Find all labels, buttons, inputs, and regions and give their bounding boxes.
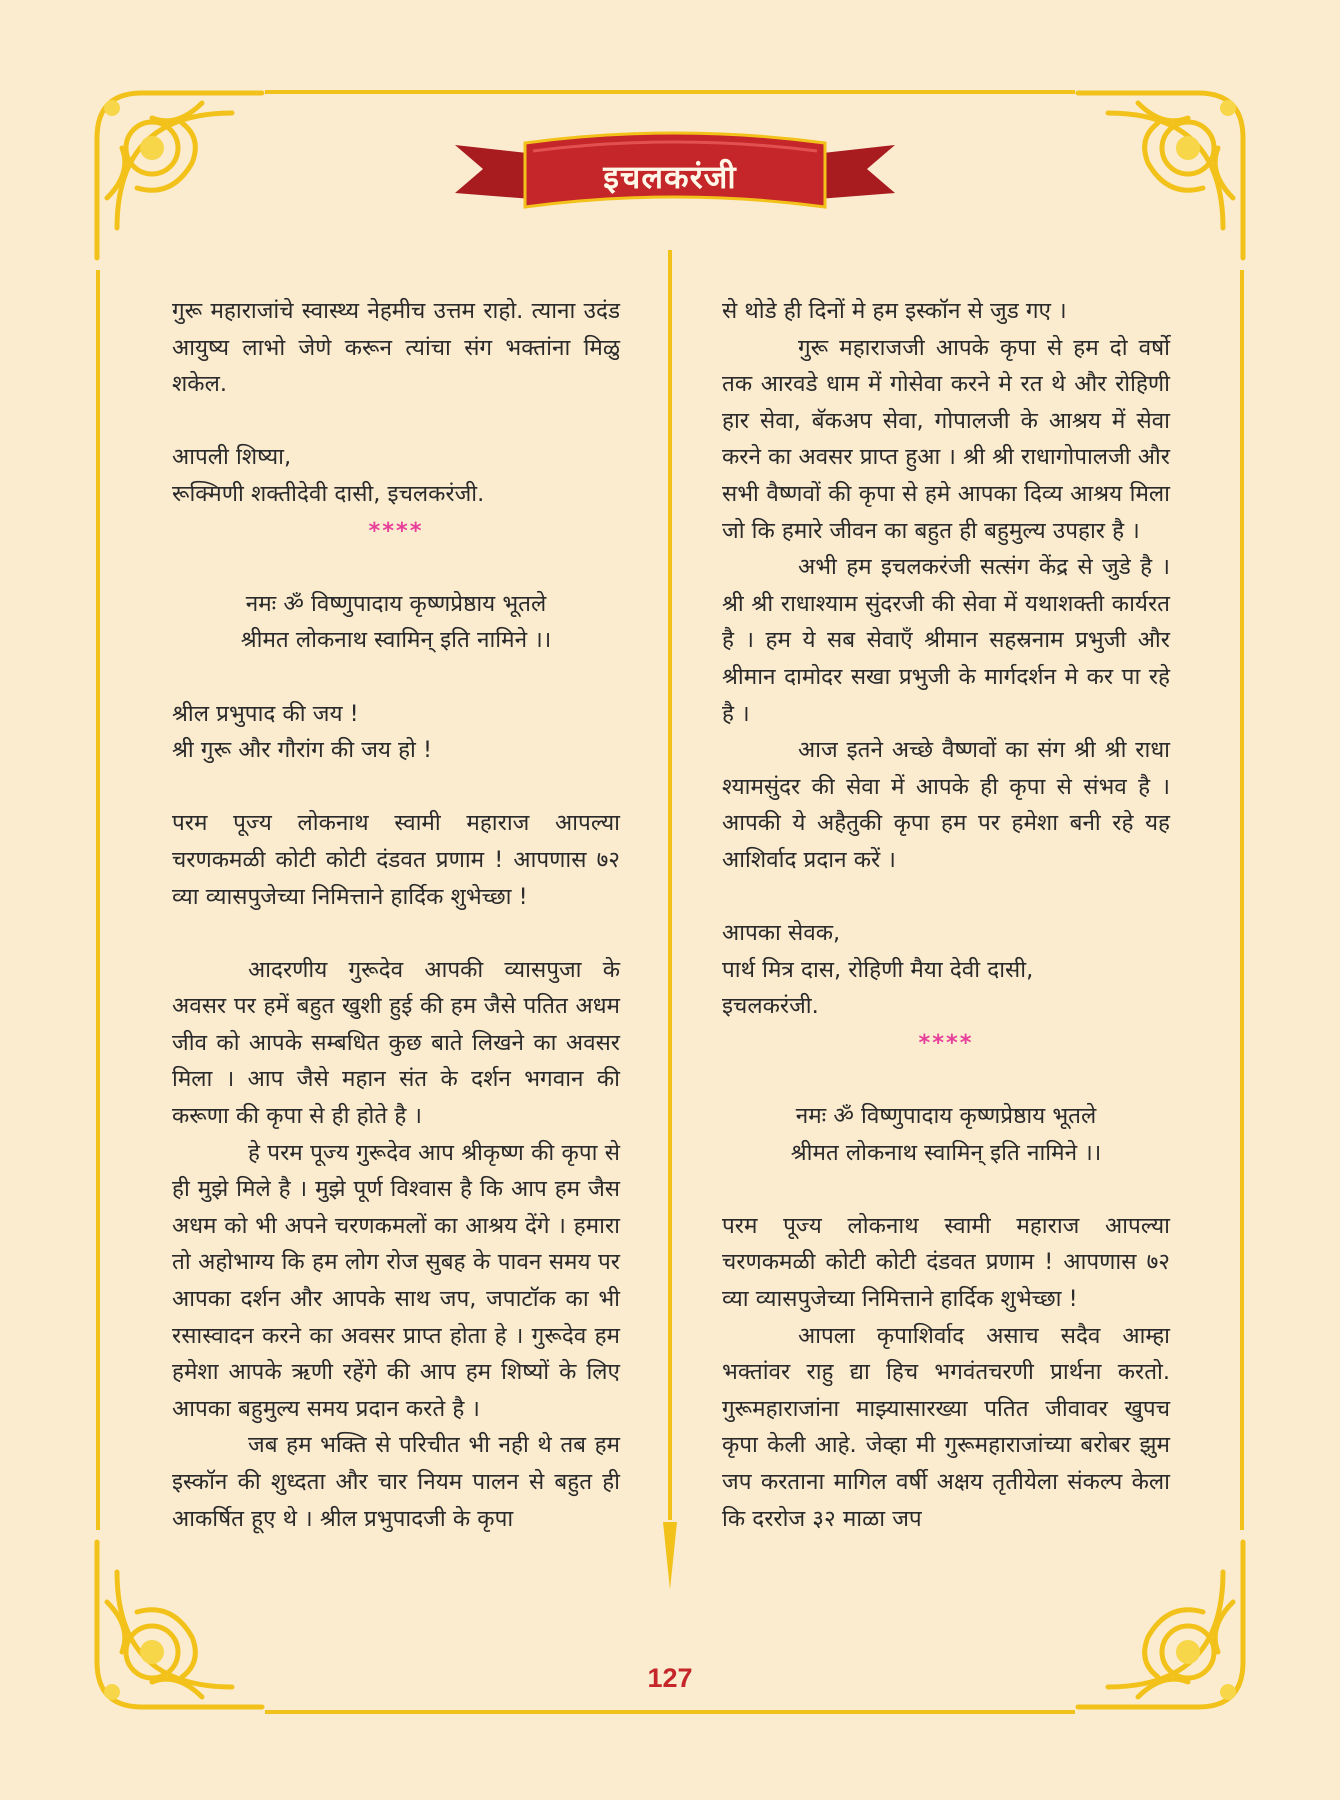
paragraph: आदरणीय गुरूदेव आपकी व्यासपुजा के अवसर पर हमें बहुत खुशी हुई की हम जैसे पतित अधम जीव को आपके सम्बधित कुछ बाते लिखने का अवसर मिला । आप जैसे महान संत के दर्शन भगवान की करूणा की कृपा से ही होते है । (172, 956, 620, 1130)
frame-left-line (96, 270, 100, 1530)
paragraph: से थोडे ही दिनों मे हम इस्कॉन से जुड गए । (722, 298, 1067, 324)
paragraph: इचलकरंजी. (722, 993, 819, 1020)
paragraph: अभी हम इचलकरंजी सत्संग केंद्र से जुडे है । श्री श्री राधाश्याम सुंदरजी की सेवा में यथाशक्ती कार्यरत है । हम ये सब सेवाएँ श्रीमान सहस्रनाम प्रभुजी और श्रीमान दामोदर सखा प्रभुजी के मार्गदर्शन मे कर पा रहे है । (722, 554, 1170, 727)
frame-top-line (265, 90, 1075, 94)
frame-right-line (1240, 270, 1244, 1530)
paragraph: श्री गुरू और गौरांग की जय हो ! (172, 737, 433, 764)
section-separator: **** (918, 1029, 974, 1056)
page-title: इचलकरंजी (603, 158, 737, 196)
column-divider (663, 250, 677, 1590)
paragraph: परम पूज्य लोकनाथ स्वामी महाराज आपल्या चरणकमळी कोटी कोटी दंडवत प्रणाम ! आपणास ७२ व्या व्यासपुजेच्या निमित्ताने हार्दिक शुभेच्छा ! (172, 810, 620, 910)
paragraph: गुरू महाराजजी आपके कृपा से हम दो वर्षो तक आरवडे धाम में गोसेवा करने मे रत थे और रोहिणी हार सेवा, बॅकअप सेवा, गोपालजी के आश्रय में सेवा करने का अवसर प्राप्त हुआ । श्री श्री राधागोपालजी और सभी वैष्णवों की कृपा से हमे आपका दिव्य आश्रय मिला जो कि हमारे जीवन का बहुत ही बहुमुल्य उपहार है । (722, 334, 1170, 544)
paragraph: आपका सेवक, (722, 920, 841, 947)
paragraph-spacer (172, 915, 620, 952)
paragraph: श्रीमत लोकनाथ स्वामिन् इति नामिने ।। (240, 627, 552, 654)
paragraph: गुरू महाराजांचे स्वास्थ्य नेहमीच उत्तम राहो. त्याना उदंड आयुष्य लाभो जेणे करून त्यांचा संग भक्तांना मिळु शकेल. (172, 298, 620, 398)
paragraph: श्रीमत लोकनाथ स्वामिन् इति नामिने ।। (790, 1139, 1102, 1166)
right-text-column (722, 293, 1170, 1537)
left-text-column (172, 293, 620, 1537)
section-separator: **** (368, 517, 424, 544)
paragraph: श्रील प्रभुपाद की जय ! (172, 700, 359, 727)
paragraph: नमः ॐ विष्णुपादाय कृष्णप्रेष्ठाय भूतले (795, 1103, 1097, 1130)
paragraph: आपला कृपाशिर्वाद असाच सदैव आम्हा भक्तांवर राहु द्या हिच भगवंतचरणी प्रार्थना करतो. गुरूमहाराजांना माझ्यासारख्या पतित जीवावर खुपच कृपा केली आहे. जेव्हा मी गुरूमहाराजांच्या बरोबर झुम जप करताना मागिल वर्षी अक्षय तृतीयेला संकल्प केला कि दररोज ३२ माळा जप (722, 1322, 1170, 1532)
paragraph-spacer (172, 549, 620, 586)
corner-ornament-top-left (82, 78, 272, 268)
frame-bottom-line (265, 1710, 1075, 1714)
paragraph: पार्थ मित्र दास, रोहिणी मैया देवी दासी, (722, 956, 1034, 983)
paragraph: आपली शिष्या, (172, 444, 292, 471)
paragraph: आज इतने अच्छे वैष्णवों का संग श्री श्री राधा श्यामसुंदर की सेवा में आपके ही कृपा से संभव है । आपकी ये अहैतुकी कृपा हम पर हमेशा बनी रहे यह आशिर्वाद प्रदान करें । (722, 737, 1170, 873)
paragraph: रूक्मिणी शक्तीदेवी दासी, इचलकरंजी. (172, 480, 485, 507)
paragraph-spacer (172, 403, 620, 440)
paragraph-spacer (722, 1061, 1170, 1098)
paragraph-spacer (172, 659, 620, 696)
paragraph-spacer (722, 1171, 1170, 1208)
paragraph-spacer (172, 769, 620, 806)
paragraph: हे परम पूज्य गुरूदेव आप श्रीकृष्ण की कृपा से ही मुझे मिले है । मुझे पूर्ण विश्वास है कि आप हम जैस अधम को भी अपने चरणकमलों का आश्रय देंगे । हमारा तो अहोभाग्य कि हम लोग रोज सुबह के पावन समय पर आपका दर्शन और आपके साथ जप, जपाटॉक का भी रसास्वादन करने का अवसर प्राप्त होता हे । गुरूदेव हम हमेशा आपके ऋणी रहेंगे की आप हम शिष्यों के लिए आपका बहुमुल्य समय प्रदान करते है । (172, 1139, 620, 1422)
paragraph: नमः ॐ विष्णुपादाय कृष्णप्रेष्ठाय भूतले (245, 590, 547, 617)
paragraph: जब हम भक्ति से परिचीत भी नही थे तब हम इस्कॉन की शुध्दता और चार नियम पालन से बहुत ही आकर्षित हूए थे । श्रील प्रभुपादजी के कृपा (172, 1432, 620, 1532)
paragraph-spacer (722, 879, 1170, 916)
paragraph: परम पूज्य लोकनाथ स्वामी महाराज आपल्या चरणकमळी कोटी कोटी दंडवत प्रणाम ! आपणास ७२ व्या व्यासपुजेच्या निमित्ताने हार्दिक शुभेच्छा ! (722, 1212, 1170, 1313)
corner-ornament-top-right (1068, 78, 1258, 268)
page-number: 127 (647, 1663, 693, 1693)
